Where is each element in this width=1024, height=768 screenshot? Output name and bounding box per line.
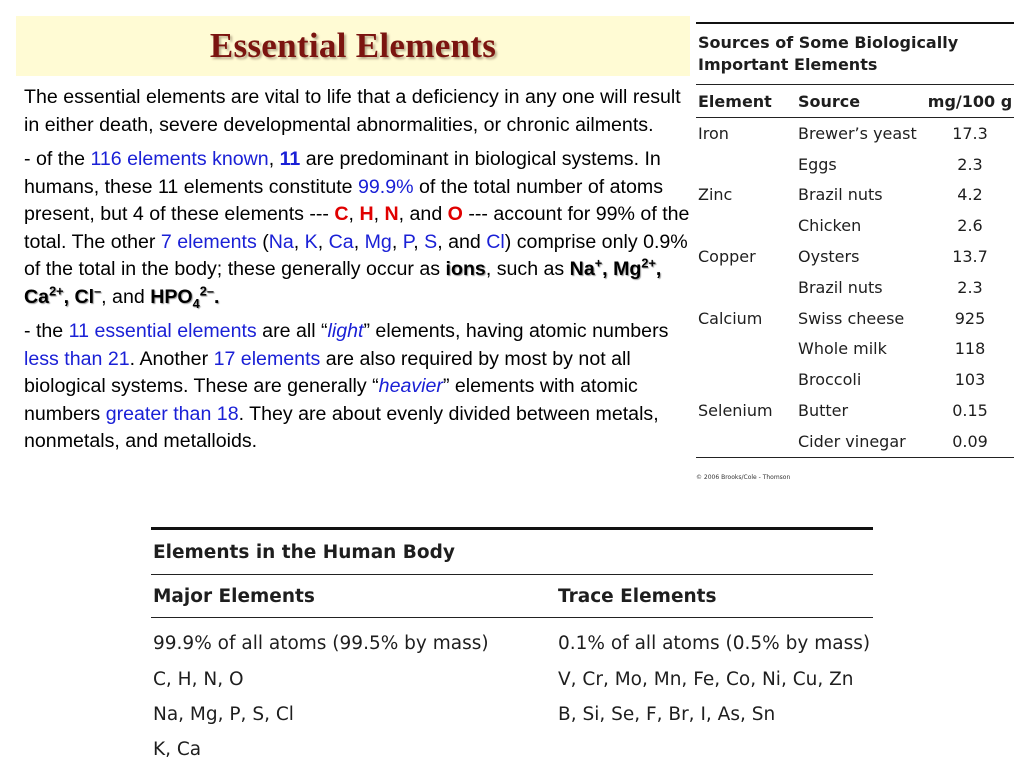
paragraph-intro: The essential elements are vital to life that a deficiency in any one will result in either death, severe developmental abnormalities, or chronic ailments.	[24, 86, 681, 136]
cell-source: Brewer’s yeast	[798, 123, 917, 143]
cell-amount: 0.09	[952, 431, 988, 451]
p2-text: ,	[373, 203, 385, 225]
cell-amount: 118	[954, 339, 986, 359]
human-body-caption: Elements in the Human Body	[153, 541, 455, 563]
ion-mg	[613, 255, 656, 280]
human-body-table	[151, 527, 873, 768]
cell-major: C, H, N, O	[153, 668, 244, 690]
table-row	[696, 426, 1014, 457]
p3-seventeen: 17 elements	[213, 347, 321, 370]
table-row	[696, 334, 1014, 365]
paragraph-light-heavy	[24, 318, 690, 456]
cell-major: K, Ca	[153, 739, 202, 761]
cell-source: Oysters	[798, 247, 860, 267]
copyright-credit: © 2006 Brooks/Cole - Thomson	[696, 473, 791, 481]
ion-subscript: 4	[192, 295, 200, 311]
cell-element: Calcium	[698, 308, 763, 328]
p3-light: light	[327, 320, 364, 342]
cell-amount: 4.2	[957, 185, 983, 205]
cell-source: Butter	[798, 401, 849, 421]
ion-cl	[74, 282, 102, 308]
cell-source: Brazil nuts	[798, 185, 883, 205]
element-p: P	[402, 230, 414, 253]
p2-text: , and	[398, 203, 448, 225]
p2-text: ,	[391, 230, 403, 253]
table-row	[151, 732, 873, 767]
p2-eleven: 11	[279, 148, 301, 170]
ion-symbol: HPO	[150, 285, 193, 308]
p2-text: ,	[268, 148, 280, 170]
element-ca: Ca	[328, 230, 354, 253]
element-na: Na	[268, 230, 294, 253]
p2-text: ,	[655, 258, 662, 280]
p3-text: ” elements with atomic numbers	[24, 375, 638, 425]
table-row	[696, 118, 1014, 149]
cell-source: Eggs	[798, 154, 837, 174]
p2-text: of the total number of atoms present, but 4 of these elements ---	[24, 175, 663, 225]
table-row	[151, 626, 873, 661]
cell-amount: 103	[954, 370, 986, 390]
cell-source: Broccoli	[798, 370, 862, 390]
table-row	[696, 180, 1014, 211]
table-row	[696, 241, 1014, 272]
p2-text: ,	[63, 285, 75, 308]
cell-trace: B, Si, Se, F, Br, I, As, Sn	[558, 703, 776, 725]
cell-source: Cider vinegar	[798, 431, 906, 451]
table-row	[696, 149, 1014, 180]
table-row	[151, 697, 873, 732]
table-row	[696, 272, 1014, 303]
p2-text: ,	[317, 230, 329, 253]
element-n: N	[384, 203, 399, 225]
cell-trace: 0.1% of all atoms (0.5% by mass)	[558, 633, 871, 655]
cell-amount: 2.3	[957, 154, 983, 174]
cell-element: Zinc	[698, 185, 733, 205]
p2-text: ,	[348, 203, 360, 225]
slide-title: Essential Elements	[209, 26, 497, 65]
body-text	[24, 84, 690, 463]
header-major: Major Elements	[153, 585, 315, 607]
p2-elements-known: 116 elements known	[90, 148, 269, 170]
p2-text: (	[256, 230, 269, 253]
cell-trace: V, Cr, Mo, Mn, Fe, Co, Ni, Cu, Zn	[558, 668, 854, 690]
p2-text: , and	[101, 285, 151, 308]
p3-less-than-21: less than 21	[24, 347, 130, 370]
ion-symbol: Cl	[74, 285, 95, 308]
cell-source: Whole milk	[798, 339, 887, 359]
ion-ca	[24, 282, 64, 308]
paragraph-predominant	[24, 146, 690, 311]
table-row	[696, 210, 1014, 241]
cell-source: Swiss cheese	[798, 308, 905, 328]
cell-source: Chicken	[798, 216, 862, 236]
p3-heavier: heavier	[378, 375, 443, 397]
cell-element: Iron	[698, 123, 729, 143]
element-o: O	[447, 203, 463, 225]
cell-element: Selenium	[698, 401, 773, 421]
cell-source: Brazil nuts	[798, 277, 883, 297]
p3-text: are all “	[256, 320, 328, 342]
cell-amount: 2.6	[957, 216, 983, 236]
cell-element: Copper	[698, 247, 756, 267]
human-body-header-row	[151, 575, 873, 617]
ion-charge: 2+	[49, 282, 64, 298]
sources-header-row	[696, 85, 1014, 117]
ion-charge: 2–	[199, 282, 214, 298]
element-cl: Cl	[486, 230, 505, 253]
p3-text: . Another	[129, 347, 214, 370]
ion-charge: 2+	[641, 255, 656, 271]
header-source: Source	[798, 91, 861, 111]
table-rule	[696, 457, 1014, 458]
ion-hpo4	[150, 282, 214, 311]
p3-text: - the	[24, 320, 69, 342]
ion-symbol: Mg	[613, 258, 642, 280]
p2-text: .	[213, 285, 220, 308]
table-row	[151, 661, 873, 696]
p2-text: ,	[353, 230, 365, 253]
ion-charge: –	[94, 282, 102, 298]
element-mg: Mg	[364, 230, 392, 253]
element-s: S	[424, 230, 438, 253]
p3-text: ” elements, having atomic numbers	[363, 320, 669, 342]
cell-amount: 13.7	[952, 247, 988, 267]
p2-text: ,	[602, 258, 614, 280]
p2-text: , such as	[485, 258, 570, 280]
p3-text: are also required by most by not all biological systems. These are generally “	[24, 347, 631, 397]
cell-amount: 0.15	[952, 401, 988, 421]
p2-text: ,	[413, 230, 425, 253]
p3-text: . They are about evenly divided between metals, nonmetals, and metalloids.	[24, 402, 659, 452]
ion-na	[569, 255, 603, 280]
table-row	[696, 303, 1014, 334]
element-c: C	[334, 203, 349, 225]
cell-amount: 17.3	[952, 123, 988, 143]
cell-major: Na, Mg, P, S, Cl	[153, 703, 294, 725]
p2-text: , and	[437, 230, 487, 253]
cell-amount: 925	[954, 308, 986, 328]
p2-text: - of the	[24, 148, 91, 170]
p2-text: are predominant in biological systems. In humans, these 11 elements constitute	[24, 148, 661, 198]
table-row	[696, 364, 1014, 395]
cell-amount: 2.3	[957, 277, 983, 297]
ion-symbol: Na	[569, 258, 595, 280]
ions-term: ions	[445, 258, 486, 280]
ion-symbol: Ca	[24, 285, 50, 308]
sources-caption: Sources of Some Biologically Important Elements	[698, 33, 959, 74]
p2-text: --- account for 99% of the total. The other	[24, 203, 690, 253]
element-h: H	[359, 203, 374, 225]
title-bar	[16, 16, 690, 76]
header-amount: mg/100 g	[927, 91, 1013, 111]
p3-eleven-essential: 11 essential elements	[68, 320, 257, 342]
element-k: K	[304, 230, 318, 253]
p3-greater-than-18: greater than 18	[105, 402, 239, 425]
p2-text: ,	[293, 230, 305, 253]
sources-table	[696, 22, 1014, 481]
p2-seven-elements: 7 elements	[160, 230, 257, 253]
ion-charge: +	[594, 255, 603, 271]
cell-major: 99.9% of all atoms (99.5% by mass)	[153, 633, 489, 655]
p2-text: ) comprise only 0.9% of the total in the body; these generally occur as	[24, 230, 688, 280]
table-row	[696, 395, 1014, 426]
header-element: Element	[698, 91, 772, 111]
header-trace: Trace Elements	[558, 585, 717, 607]
p2-percent: 99.9%	[358, 175, 414, 198]
